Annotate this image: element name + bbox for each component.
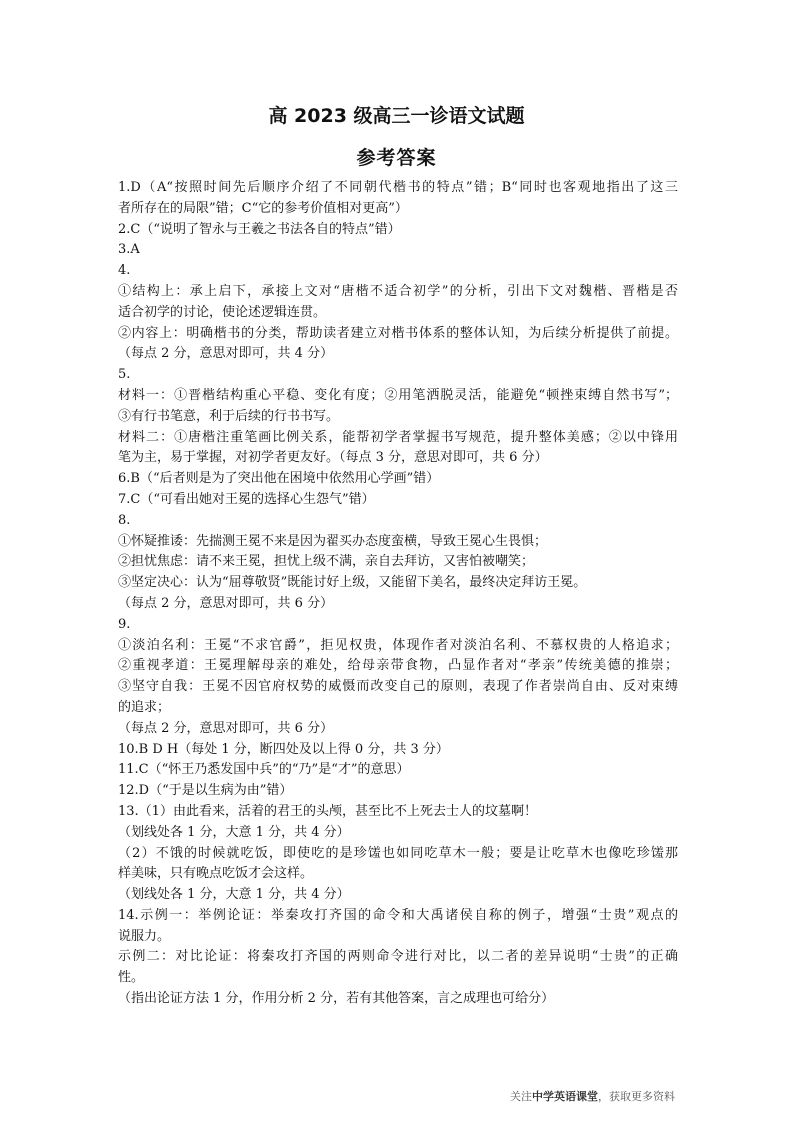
footer-suffix: ，获取更多资料 bbox=[598, 1090, 675, 1103]
text-line: ③坚定决心：认为“屈尊敬贤”既能讨好上级，又能留下美名，最终决定拜访王冕。 bbox=[118, 575, 587, 591]
text-line: 4. bbox=[118, 263, 131, 279]
text-line: ③坚守自我：王冕不因官府权势的威慑而改变自己的原则，表现了作者崇尚自由、反对束缚 bbox=[118, 679, 678, 695]
text-line: ①结构上：承上启下，承接上文对“唐楷不适合初学”的分析，引出下文对魏楷、晋楷是否 bbox=[118, 283, 678, 299]
text-line: 6.B（“后者则是为了突出他在困境中依然用心学画”错） bbox=[118, 471, 440, 487]
text-line: ①怀疑推诿：先揣测王冕不来是因为翟买办态度蛮横，导致王冕心生畏惧； bbox=[118, 533, 548, 549]
text-line: 14.示例一：举例论证：举秦攻打齐国的命令和大禹诸侯自称的例子，增强“士贵”观点的 bbox=[118, 907, 678, 923]
text-line: 7.C（“可看出她对王冕的选择心生怨气”错） bbox=[118, 491, 375, 507]
text-line: 12.D（“于是以生病为由”错） bbox=[118, 783, 293, 799]
footer-note bbox=[510, 1088, 675, 1104]
text-line: ②内容上：明确楷书的分类，帮助读者建立对楷书体系的整体认知，为后续分析提供了前提。 bbox=[118, 325, 678, 341]
text-line: 笔为主，易于掌握，对初学者更友好。（每点 3 分，意思对即可，共 6 分） bbox=[118, 450, 548, 466]
text-line: 材料二：①唐楷注重笔画比例关系，能帮初学者掌握书写规范，提升整体美感；②以中锋用 bbox=[118, 429, 678, 445]
text-line: ②担忧焦虑：请不来王冕，担忧上级不满，亲自去拜访，又害怕被嘲笑； bbox=[118, 554, 535, 570]
text-line: ①淡泊名利：王冕“不求官爵”，拒见权贵，体现作者对淡泊名利、不慕权贵的人格追求； bbox=[118, 637, 678, 653]
text-line: 的追求； bbox=[118, 699, 171, 715]
text-line: 性。 bbox=[118, 970, 145, 986]
text-line: 13.（1）由此看来，活着的君王的头颅，甚至比不上死去士人的坟墓啊！ bbox=[118, 803, 537, 819]
text-line: 1.D（A“按照时间先后顺序介绍了不同朝代楷书的特点”错；B“同时也客观地指出了这三 bbox=[118, 180, 678, 195]
text-line: 样美味，只有晚点吃饭才会这样。 bbox=[118, 866, 314, 882]
text-line: （每点 2 分，意思对即可，共 6 分） bbox=[118, 595, 334, 611]
text-line: （每点 2 分，意思对即可，共 4 分） bbox=[118, 346, 334, 362]
text-line: ②重视孝道：王冕理解母亲的难处，给母亲带食物，凸显作者对“孝亲”传统美德的推崇； bbox=[118, 658, 678, 674]
page-title: 高 2023 级高三一诊语文试题 bbox=[268, 105, 525, 127]
answer-body bbox=[118, 178, 678, 1010]
text-line: 说服力。 bbox=[118, 928, 171, 944]
text-line: 3.A bbox=[118, 242, 140, 258]
text-line: 11.C（“怀王乃悉发国中兵”的“乃”是“才”的意思） bbox=[118, 762, 410, 778]
text-line: 8. bbox=[118, 512, 131, 528]
text-line: （划线处各 1 分，大意 1 分，共 4 分） bbox=[118, 824, 350, 840]
text-line: ③有行书笔意，利于后续的行书书写。 bbox=[118, 408, 340, 424]
text-line: （划线处各 1 分，大意 1 分，共 4 分） bbox=[118, 887, 350, 903]
text-line: 材料一：①晋楷结构重心平稳、变化有度；②用笔洒脱灵活，能避免“顿挫束缚自然书写”； bbox=[118, 387, 678, 403]
text-line: 示例二：对比论证：将秦攻打齐国的两则命令进行对比，以二者的差异说明“士贵”的正确 bbox=[118, 949, 678, 965]
text-line: （指出论证方法 1 分，作用分析 2 分，若有其他答案，言之成理也可给分） bbox=[118, 991, 555, 1007]
text-line: 者所存在的局限”错；C“它的参考价值相对更高”） bbox=[118, 200, 408, 216]
text-line: 5. bbox=[118, 367, 131, 383]
footer-prefix: 关注 bbox=[510, 1090, 532, 1103]
footer-brand: 中学英语课堂 bbox=[532, 1090, 598, 1103]
text-line: 9. bbox=[118, 616, 131, 632]
text-line: （每点 2 分，意思对即可，共 6 分） bbox=[118, 720, 334, 736]
text-line: （2）不饿的时候就吃饭，即使吃的是珍馐也如同吃草木一般；要是让吃草木也像吃珍馐那 bbox=[118, 845, 678, 861]
text-line: 2.C（“说明了智永与王羲之书法各自的特点”错） bbox=[118, 221, 401, 237]
text-line: 10.B D H（每处 1 分，断四处及以上得 0 分，共 3 分） bbox=[118, 741, 449, 757]
text-line: 适合初学的讨论，使论述逻辑连贯。 bbox=[118, 304, 327, 320]
page-subtitle: 参考答案 bbox=[356, 147, 437, 169]
